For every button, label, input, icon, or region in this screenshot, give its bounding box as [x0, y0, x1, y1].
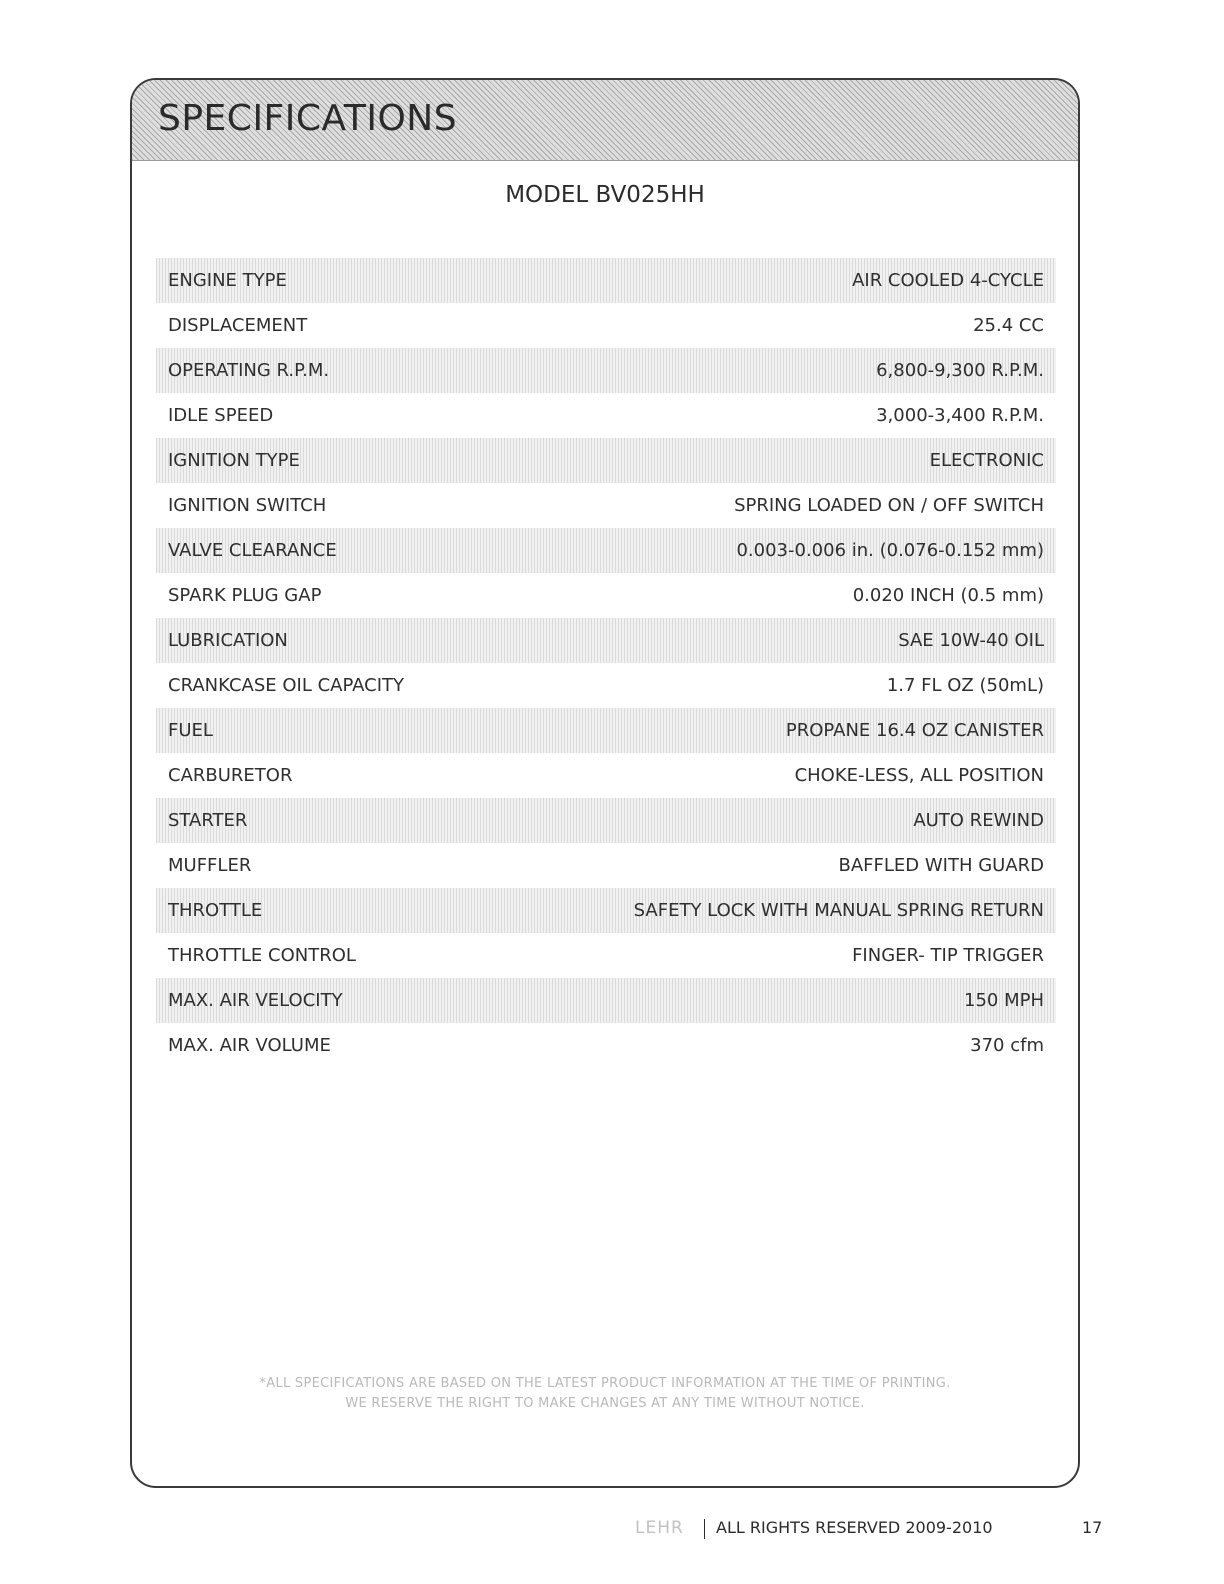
spec-row [156, 753, 1056, 798]
spec-label: FUEL [168, 720, 213, 741]
spec-value: 0.020 INCH (0.5 mm) [852, 585, 1044, 606]
spec-row [156, 393, 1056, 438]
spec-value: AIR COOLED 4-CYCLE [852, 270, 1044, 291]
section-title: SPECIFICATIONS [158, 98, 458, 139]
spec-label: MUFFLER [168, 855, 252, 876]
spec-label: ENGINE TYPE [168, 270, 287, 291]
spec-value: CHOKE-LESS, ALL POSITION [794, 765, 1044, 786]
specifications-panel [130, 78, 1080, 1488]
spec-row [156, 618, 1056, 663]
spec-label: CARBURETOR [168, 765, 293, 786]
spec-row [156, 348, 1056, 393]
spec-value: SAFETY LOCK WITH MANUAL SPRING RETURN [633, 900, 1044, 921]
page-footer [0, 1518, 1224, 1542]
spec-value: PROPANE 16.4 OZ CANISTER [785, 720, 1044, 741]
spec-label: SPARK PLUG GAP [168, 585, 322, 606]
spec-label: DISPLACEMENT [168, 315, 308, 336]
spec-table [156, 258, 1056, 1068]
spec-row [156, 573, 1056, 618]
spec-row [156, 708, 1056, 753]
spec-label: MAX. AIR VELOCITY [168, 990, 343, 1011]
spec-value: ELECTRONIC [929, 450, 1044, 471]
spec-value: FINGER- TIP TRIGGER [852, 945, 1044, 966]
page-number: 17 [1082, 1518, 1103, 1537]
spec-label: IGNITION TYPE [168, 450, 300, 471]
disclaimer-line-2: WE RESERVE THE RIGHT TO MAKE CHANGES AT ANY TIME WITHOUT NOTICE. [345, 1396, 865, 1411]
footer-brand: LEHR [635, 1518, 684, 1538]
spec-row [156, 978, 1056, 1023]
spec-value: 0.003-0.006 in. (0.076-0.152 mm) [736, 540, 1044, 561]
spec-row [156, 258, 1056, 303]
model-title: MODEL BV025HH [505, 182, 705, 208]
spec-label: OPERATING R.P.M. [168, 360, 330, 381]
spec-label: VALVE CLEARANCE [168, 540, 337, 561]
spec-label: CRANKCASE OIL CAPACITY [168, 675, 405, 696]
spec-label: LUBRICATION [168, 630, 288, 651]
spec-label: IGNITION SWITCH [168, 495, 327, 516]
spec-row [156, 933, 1056, 978]
spec-value: 6,800-9,300 R.P.M. [876, 360, 1044, 381]
spec-row [156, 483, 1056, 528]
spec-row [156, 798, 1056, 843]
disclaimer [132, 1374, 1078, 1414]
spec-value: 1.7 FL OZ (50mL) [886, 675, 1044, 696]
spec-value: BAFFLED WITH GUARD [838, 855, 1044, 876]
spec-row [156, 1023, 1056, 1068]
spec-row [156, 528, 1056, 573]
spec-label: THROTTLE [168, 900, 263, 921]
spec-label: THROTTLE CONTROL [168, 945, 356, 966]
spec-value: 150 MPH [964, 990, 1044, 1011]
spec-value: 25.4 CC [973, 315, 1044, 336]
footer-divider [704, 1519, 705, 1539]
footer-copyright: ALL RIGHTS RESERVED 2009-2010 [716, 1518, 993, 1537]
disclaimer-line-1: *ALL SPECIFICATIONS ARE BASED ON THE LATEST PRODUCT INFORMATION AT THE TIME OF PRINTING. [259, 1376, 951, 1391]
spec-value: AUTO REWIND [913, 810, 1044, 831]
spec-row [156, 438, 1056, 483]
spec-value: 3,000-3,400 R.P.M. [876, 405, 1044, 426]
spec-row [156, 888, 1056, 933]
section-header [132, 80, 1078, 161]
spec-label: STARTER [168, 810, 248, 831]
spec-label: IDLE SPEED [168, 405, 274, 426]
spec-label: MAX. AIR VOLUME [168, 1035, 331, 1056]
spec-value: SAE 10W-40 OIL [898, 630, 1044, 651]
spec-value: 370 cfm [970, 1035, 1044, 1056]
spec-value: SPRING LOADED ON / OFF SWITCH [734, 495, 1044, 516]
spec-row [156, 843, 1056, 888]
spec-row [156, 303, 1056, 348]
spec-row [156, 663, 1056, 708]
